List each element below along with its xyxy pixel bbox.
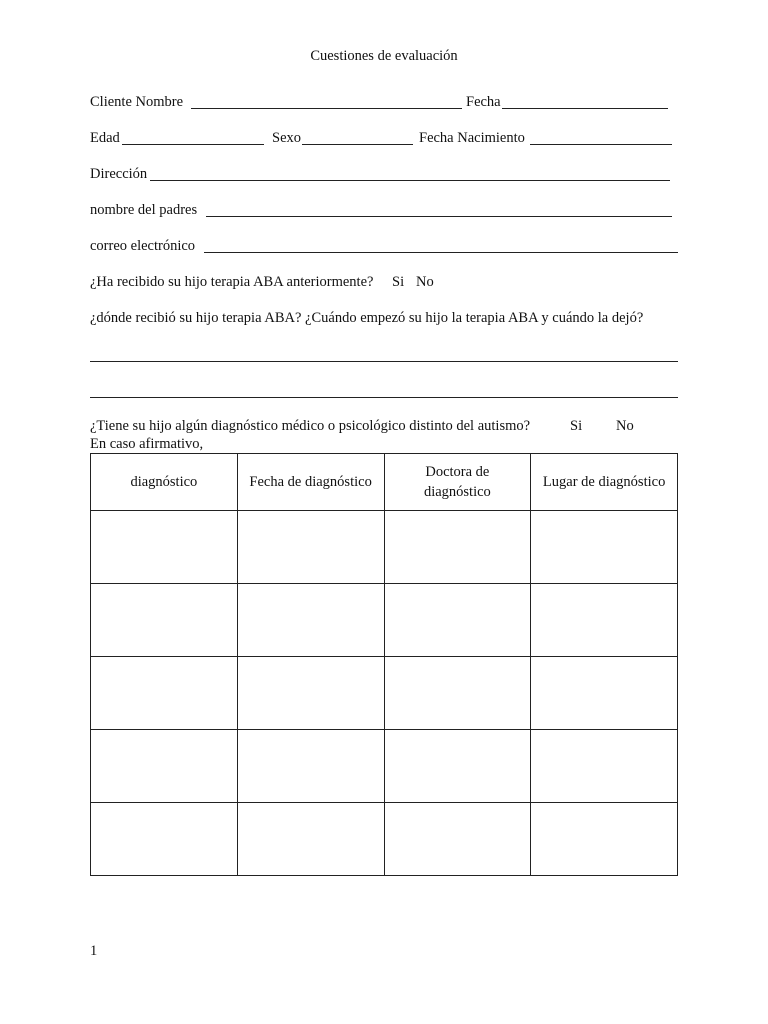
header-diagnosing-doctor-text: Doctora de diagnóstico: [423, 464, 491, 500]
table-cell[interactable]: [237, 730, 384, 803]
table-cell[interactable]: [531, 657, 678, 730]
table-cell[interactable]: [384, 803, 531, 876]
table-cell[interactable]: [91, 803, 238, 876]
page-title: Cuestiones de evaluación: [310, 48, 458, 64]
question-aba-received: ¿Ha recibido su hijo terapia ABA anteriormente?: [90, 274, 374, 290]
table-cell[interactable]: [91, 584, 238, 657]
header-diagnosing-doctor: [384, 454, 531, 511]
table-row: [91, 584, 678, 657]
answer-line-2[interactable]: [90, 397, 678, 398]
table-row: [91, 730, 678, 803]
header-diagnosis: diagnóstico: [91, 454, 238, 511]
answer-line-1[interactable]: [90, 361, 678, 362]
sex-line[interactable]: [302, 144, 413, 145]
table-cell[interactable]: [237, 657, 384, 730]
q3-no-option[interactable]: No: [616, 418, 634, 434]
table-row: [91, 803, 678, 876]
client-name-line[interactable]: [191, 108, 462, 109]
table-cell[interactable]: [531, 803, 678, 876]
header-diagnosis-date: Fecha de diagnóstico: [237, 454, 384, 511]
date-label: Fecha: [466, 94, 501, 110]
table-cell[interactable]: [91, 511, 238, 584]
question-aba-where-when: ¿dónde recibió su hijo terapia ABA? ¿Cuándo empezó su hijo la terapia ABA y cuándo la dejó?: [90, 310, 644, 326]
table-cell[interactable]: [384, 657, 531, 730]
q3-yes-option[interactable]: Si: [570, 418, 583, 434]
table-cell[interactable]: [237, 803, 384, 876]
table-header-row: [91, 454, 678, 511]
table-cell[interactable]: [237, 584, 384, 657]
header-diagnosis-place: Lugar de diagnóstico: [531, 454, 678, 511]
table-cell[interactable]: [237, 511, 384, 584]
table-cell[interactable]: [384, 511, 531, 584]
address-label: Dirección: [90, 166, 148, 182]
table-row: [91, 511, 678, 584]
parents-name-label: nombre del padres: [90, 202, 198, 218]
table-cell[interactable]: [91, 730, 238, 803]
sex-label: Sexo: [272, 130, 301, 146]
table-cell[interactable]: [531, 584, 678, 657]
table-cell[interactable]: [91, 657, 238, 730]
q1-no-option[interactable]: No: [416, 274, 434, 290]
client-name-label: Cliente Nombre: [90, 94, 184, 110]
table-cell[interactable]: [384, 730, 531, 803]
diagnosis-table: [90, 453, 678, 876]
age-line[interactable]: [122, 144, 264, 145]
table-cell[interactable]: [531, 511, 678, 584]
email-label: correo electrónico: [90, 238, 196, 254]
address-line[interactable]: [150, 180, 670, 181]
question-other-diagnosis: ¿Tiene su hijo algún diagnóstico médico o psicológico distinto del autismo?: [90, 418, 531, 434]
birth-date-line[interactable]: [530, 144, 672, 145]
table-cell[interactable]: [384, 584, 531, 657]
page-number: 1: [90, 943, 98, 959]
if-yes-label: En caso afirmativo,: [90, 436, 204, 452]
email-line[interactable]: [204, 252, 678, 253]
parents-name-line[interactable]: [206, 216, 672, 217]
age-label: Edad: [90, 130, 120, 146]
q1-yes-option[interactable]: Si: [392, 274, 405, 290]
table-cell[interactable]: [531, 730, 678, 803]
birth-date-label: Fecha Nacimiento: [419, 130, 525, 146]
date-line[interactable]: [502, 108, 668, 109]
table-row: [91, 657, 678, 730]
